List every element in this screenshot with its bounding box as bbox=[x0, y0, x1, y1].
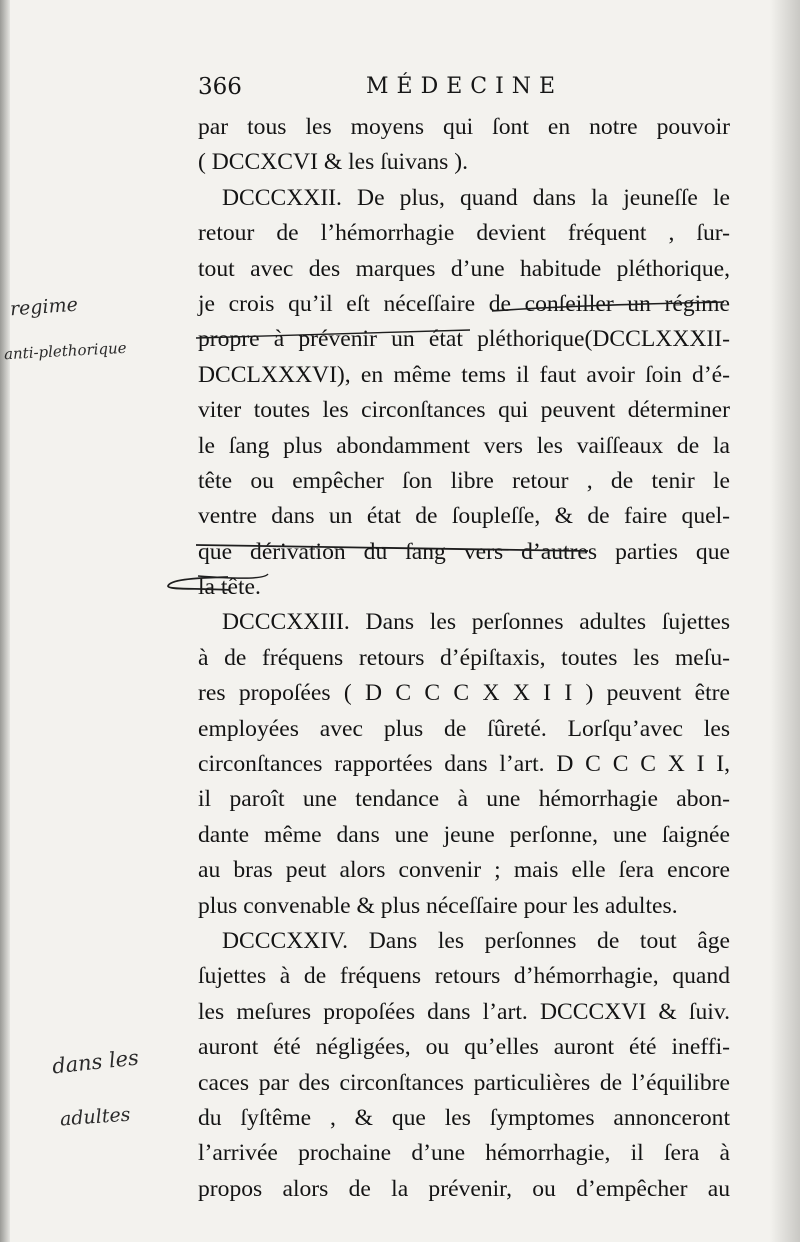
body-text bbox=[198, 110, 730, 1207]
page-number: 366 bbox=[198, 74, 242, 100]
text-line: propre à prévenir un état pléthorique(DCCLXXXII- bbox=[198, 326, 730, 353]
text-line: circonſtances rapportées dans l’art. D C C C X I I, bbox=[198, 751, 730, 778]
text-line: le ſang plus abondamment vers les vaiſſeaux de la bbox=[198, 432, 730, 459]
page-right-edge bbox=[770, 0, 800, 1242]
marginal-note: dans les bbox=[50, 1045, 140, 1079]
text-line: DCCCXXII. De plus, quand dans la jeuneſſe le bbox=[222, 184, 730, 211]
text-line: viter toutes les circonſtances qui peuvent déterminer bbox=[198, 397, 730, 424]
text-line: tout avec des marques d’une habitude pléthorique, bbox=[198, 255, 730, 282]
text-line: au bras peut alors convenir ; mais elle ſera encore bbox=[198, 857, 730, 884]
text-line: la tête. bbox=[198, 574, 261, 601]
running-title: MÉDECINE bbox=[366, 74, 564, 99]
text-line: DCCCXXIII. Dans les perſonnes adultes ſujettes bbox=[222, 609, 730, 636]
text-line: l’arrivée prochaine d’une hémorrhagie, il ſera à bbox=[198, 1140, 730, 1167]
running-head bbox=[198, 70, 588, 110]
text-line: dante même dans une jeune perſonne, une ſaignée bbox=[198, 821, 730, 848]
text-line: du ſyſtême , & que les ſymptomes annonceront bbox=[198, 1104, 730, 1131]
text-line: DCCCXXIV. Dans les perſonnes de tout âge bbox=[222, 927, 730, 954]
text-line: retour de l’hémorrhagie devient fréquent , ſur- bbox=[198, 220, 730, 247]
text-line: ( DCCXCVI & les ſuivans ). bbox=[198, 149, 469, 176]
text-line: ventre dans un état de ſoupleſſe, & de faire quel- bbox=[198, 503, 730, 530]
text-line: par tous les moyens qui ſont en notre pouvoir bbox=[198, 114, 730, 140]
text-line: auront été négligées, ou qu’elles auront été ineffi- bbox=[198, 1034, 730, 1061]
text-line: il paroît une tendance à une hémorrhagie abon- bbox=[198, 786, 730, 813]
text-line: employées avec plus de ſûreté. Lorſqu’avec les bbox=[198, 715, 730, 742]
text-line: les meſures propoſées dans l’art. DCCCXVI & ſuiv. bbox=[198, 998, 730, 1025]
text-line: à de fréquens retours d’épiſtaxis, toutes les meſu- bbox=[198, 644, 730, 671]
text-line: tête ou empêcher ſon libre retour , de tenir le bbox=[198, 467, 730, 494]
text-line: caces par des circonſtances particulières de l’équilibre bbox=[198, 1069, 730, 1096]
marginal-note: regime bbox=[9, 293, 79, 321]
marginal-note: adultes bbox=[59, 1103, 132, 1131]
text-line: plus convenable & plus néceſſaire pour les adultes. bbox=[198, 892, 678, 919]
text-line: DCCLXXXVI), en même tems il faut avoir ſoin d’é- bbox=[198, 361, 730, 388]
text-line: propos alors de la prévenir, ou d’empêcher au bbox=[198, 1175, 730, 1202]
text-line: res propoſées ( D C C C X X I I ) peuvent être bbox=[198, 680, 730, 707]
text-line: je crois qu’il eſt néceſſaire de conſeiller un régime bbox=[198, 290, 730, 317]
page-left-edge bbox=[0, 0, 10, 1242]
text-line: que dérivation du ſang vers d’autres parties que bbox=[198, 538, 730, 565]
marginal-note: anti-plethorique bbox=[3, 338, 127, 364]
text-line: ſujettes à de fréquens retours d’hémorrhagie, quand bbox=[198, 963, 730, 990]
